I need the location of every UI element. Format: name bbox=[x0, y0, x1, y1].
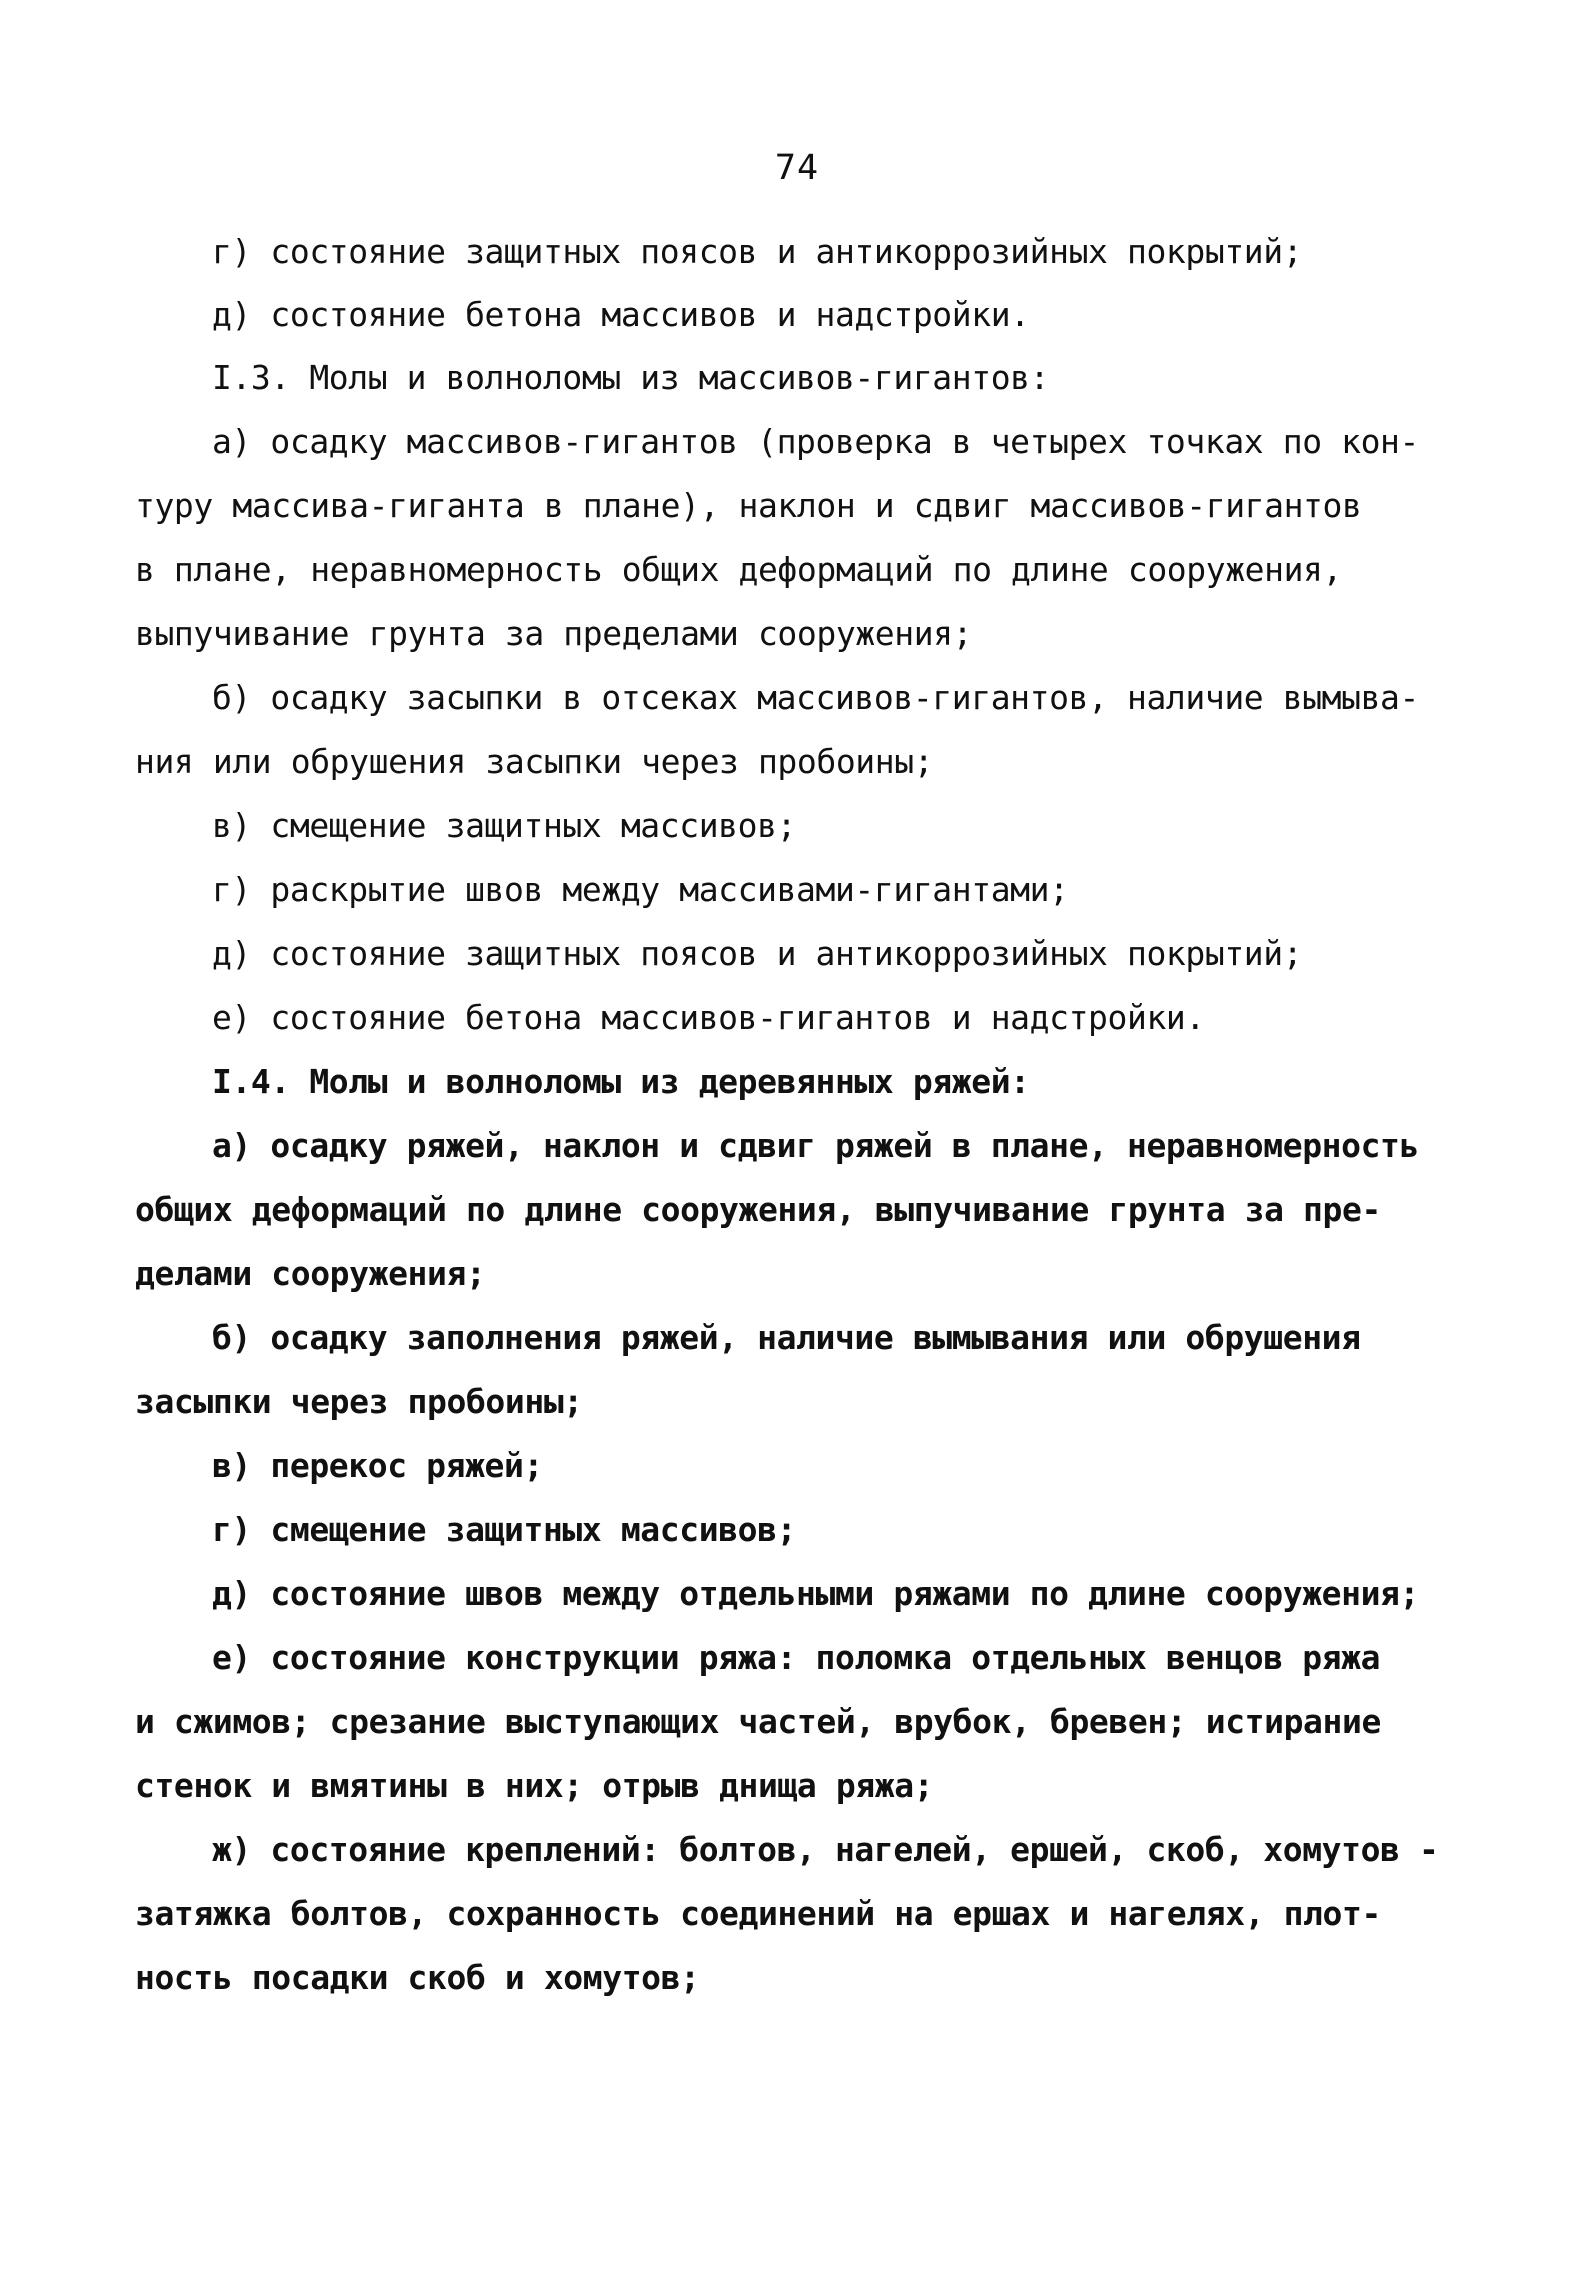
text-line: б) осадку засыпки в отсеках массивов-гигантов, наличие вымыва- bbox=[212, 678, 1419, 717]
text-line: выпучивание грунта за пределами сооружения; bbox=[135, 614, 973, 653]
text-line: засыпки через пробоины; bbox=[135, 1382, 583, 1421]
text-line: общих деформаций по длине сооружения, выпучивание грунта за пре- bbox=[135, 1190, 1381, 1229]
text-line: д) состояние швов между отдельными ряжами по длине сооружения; bbox=[212, 1574, 1419, 1613]
section-heading: I.3. Молы и волноломы из массивов-гигантов: bbox=[212, 358, 1050, 397]
text-line: е) состояние бетона массивов-гигантов и надстройки. bbox=[212, 998, 1205, 1037]
text-line: делами сооружения; bbox=[135, 1254, 486, 1293]
text-line: е) состояние конструкции ряжа: поломка отдельных венцов ряжа bbox=[212, 1638, 1381, 1677]
text-line: а) осадку массивов-гигантов (проверка в четырех точках по кон- bbox=[212, 422, 1419, 461]
text-line: а) осадку ряжей, наклон и сдвиг ряжей в плане, неравномерность bbox=[212, 1126, 1419, 1165]
text-line: затяжка болтов, сохранность соединений на ершах и нагелях, плот- bbox=[135, 1894, 1381, 1933]
text-line: в плане, неравномерность общих деформаций по длине сооружения, bbox=[135, 550, 1342, 589]
page-number: 74 bbox=[774, 148, 820, 188]
text-line: и сжимов; срезание выступающих частей, врубок, бревен; истирание bbox=[135, 1702, 1381, 1741]
text-line: г) состояние защитных поясов и антикоррозийных покрытий; bbox=[212, 232, 1303, 271]
text-line: г) раскрытие швов между массивами-гигантами; bbox=[212, 870, 1069, 909]
text-line: ность посадки скоб и хомутов; bbox=[135, 1958, 700, 1997]
section-heading: I.4. Молы и волноломы из деревянных ряжей: bbox=[212, 1062, 1030, 1101]
text-line: б) осадку заполнения ряжей, наличие вымывания или обрушения bbox=[212, 1318, 1361, 1357]
text-line: в) смещение защитных массивов; bbox=[212, 806, 797, 845]
text-line: д) состояние бетона массивов и надстройки. bbox=[212, 295, 1030, 334]
text-line: д) состояние защитных поясов и антикоррозийных покрытий; bbox=[212, 934, 1303, 973]
text-line: в) перекос ряжей; bbox=[212, 1446, 543, 1485]
text-line: ж) состояние креплений: болтов, нагелей, ершей, скоб, хомутов - bbox=[212, 1830, 1439, 1869]
text-line: ния или обрушения засыпки через пробоины; bbox=[135, 742, 934, 781]
text-line: г) смещение защитных массивов; bbox=[212, 1510, 797, 1549]
text-line: туру массива-гиганта в плане), наклон и сдвиг массивов-гигантов bbox=[135, 486, 1362, 525]
text-line: стенок и вмятины в них; отрыв днища ряжа; bbox=[135, 1766, 934, 1805]
